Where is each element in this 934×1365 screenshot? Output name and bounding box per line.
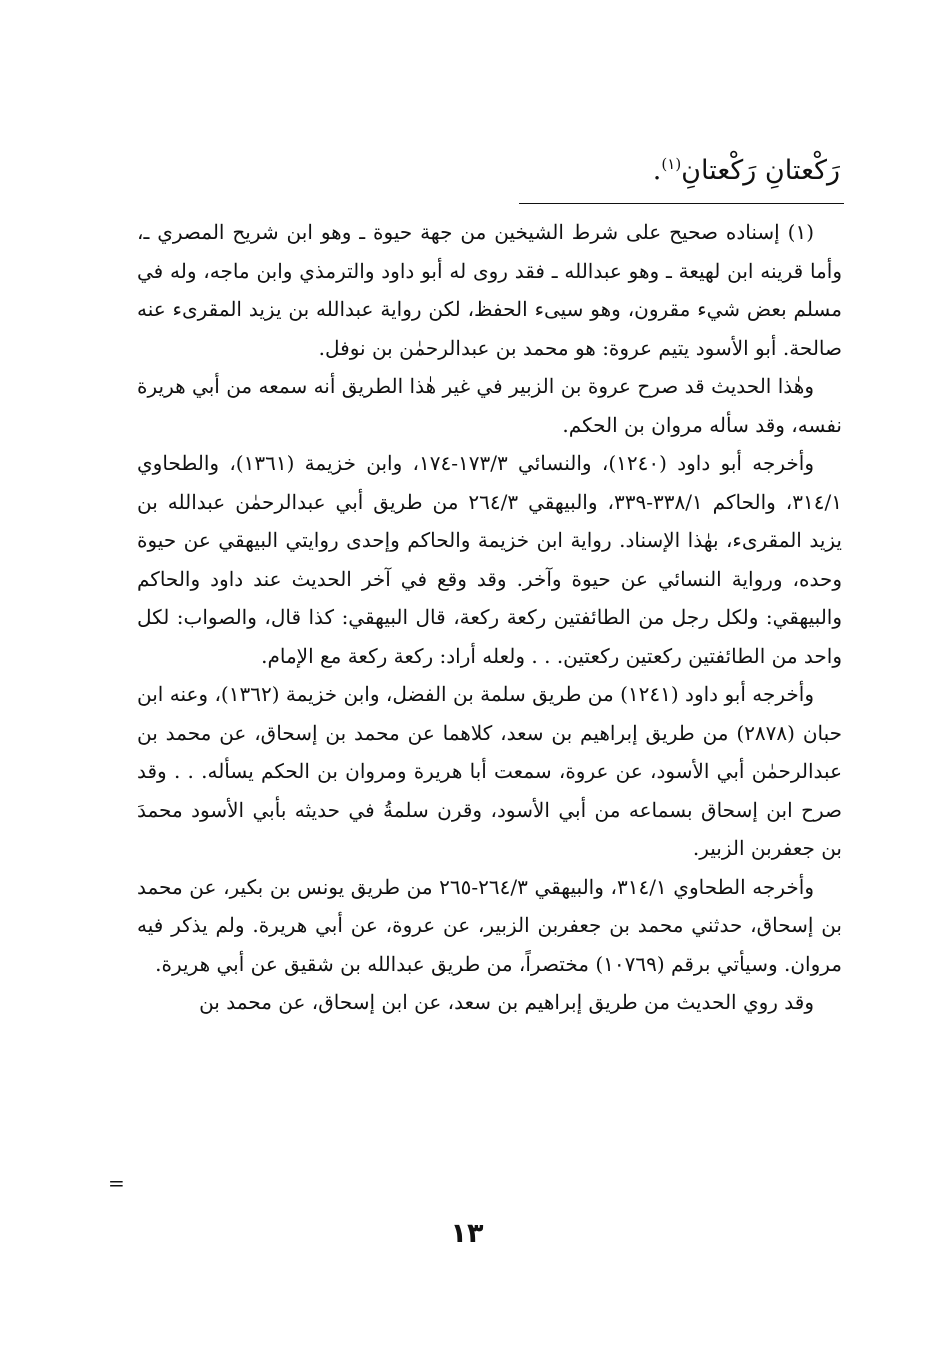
main-text: رَكْعتانِ رَكْعتانِ xyxy=(681,155,840,186)
continuation-mark: = xyxy=(108,1171,125,1195)
footnote-separator-rule xyxy=(519,203,844,204)
main-text-line xyxy=(240,150,840,192)
main-text-end: . xyxy=(652,155,662,186)
footnote-reference: (١) xyxy=(661,155,682,173)
footnote-paragraph-1: (١) إسناده صحيح على شرط الشيخين من جهة حيوة ـ وهو ابن شريح المصري ـ، وأما قرينه ابن لهيعة ـ وهو عبدالله ـ فقد روى له أبو داود والترمذي وابن ماجه، وله في مسلم بعض شيء مقرون، وهو سيىء الحفظ، لكن رواية عبدالله بن يزيد المقرىء عنه صالحة. أبو الأسود يتيم عروة: هو محمد بن عبدالرحمٰن بن نوفل. xyxy=(137,220,842,360)
footnote-paragraph-4: وأخرجه أبو داود (١٢٤١) من طريق سلمة بن الفضل، وابن خزيمة (١٣٦٢)، وعنه ابن حبان (٢٨٧٨) من طريق إبراهيم بن سعد، كلاهما عن محمد بن إسحاق، عن محمد بن عبدالرحمٰن أبي الأسود، عن عروة، سمعت أبا هريرة ومروان بن الحكم يسأله. . . وقد صرح ابن إسحاق بسماعه من أبي الأسود، وقرن سلمةُ في حديثه بأبي الأسود محمدَ بن جعفربن الزبير. xyxy=(137,682,843,860)
footnote-paragraph-3: وأخرجه أبو داود (١٢٤٠)، والنسائي ١٧٣/٣-١٧٤، وابن خزيمة (١٣٦١)، والطحاوي ٣١٤/١، والحاكم ٣٣٨/١-٣٣٩، والبيهقي ٢٦٤/٣ من طريق أبي عبدالرحمٰن عبدالله بن يزيد المقرىء، بهٰذا الإسناد. رواية ابن خزيمة والحاكم وإحدى روايتي البيهقي عن حيوة وحده، ورواية النسائي عن حيوة وآخر. وقد وقع في آخر الحديث عند داود والحاكم والبيهقي: ولكل رجل من الطائفتين ركعة ركعة، قال البيهقي: كذا قال، والصواب: لكل واحد من الطائفتين ركعتين ركعتين. . . ولعله أراد: ركعة ركعة مع الإمام. xyxy=(137,451,842,668)
page-number: ١٣ xyxy=(450,1218,484,1249)
footnote-paragraph-2: وهٰذا الحديث قد صرح عروة بن الزبير في غير هٰذا الطريق أنه سمعه من أبي هريرة نفسه، وقد سأله مروان بن الحكم. xyxy=(137,374,842,437)
footnotes-block xyxy=(137,213,842,1022)
footnote-paragraph-6: وقد روي الحديث من طريق إبراهيم بن سعد، عن ابن إسحاق، عن محمد بن xyxy=(199,990,814,1014)
footnote-paragraph-5: وأخرجه الطحاوي ٣١٤/١، والبيهقي ٢٦٤/٣-٢٦٥ من طريق يونس بن بكير، عن محمد بن إسحاق، حدثني محمد بن جعفربن الزبير، عن عروة، عن أبي هريرة. ولم يذكر فيه مروان. وسيأتي برقم (١٠٧٦٩) مختصراً، من طريق عبدالله بن شقيق عن أبي هريرة. xyxy=(137,874,842,976)
